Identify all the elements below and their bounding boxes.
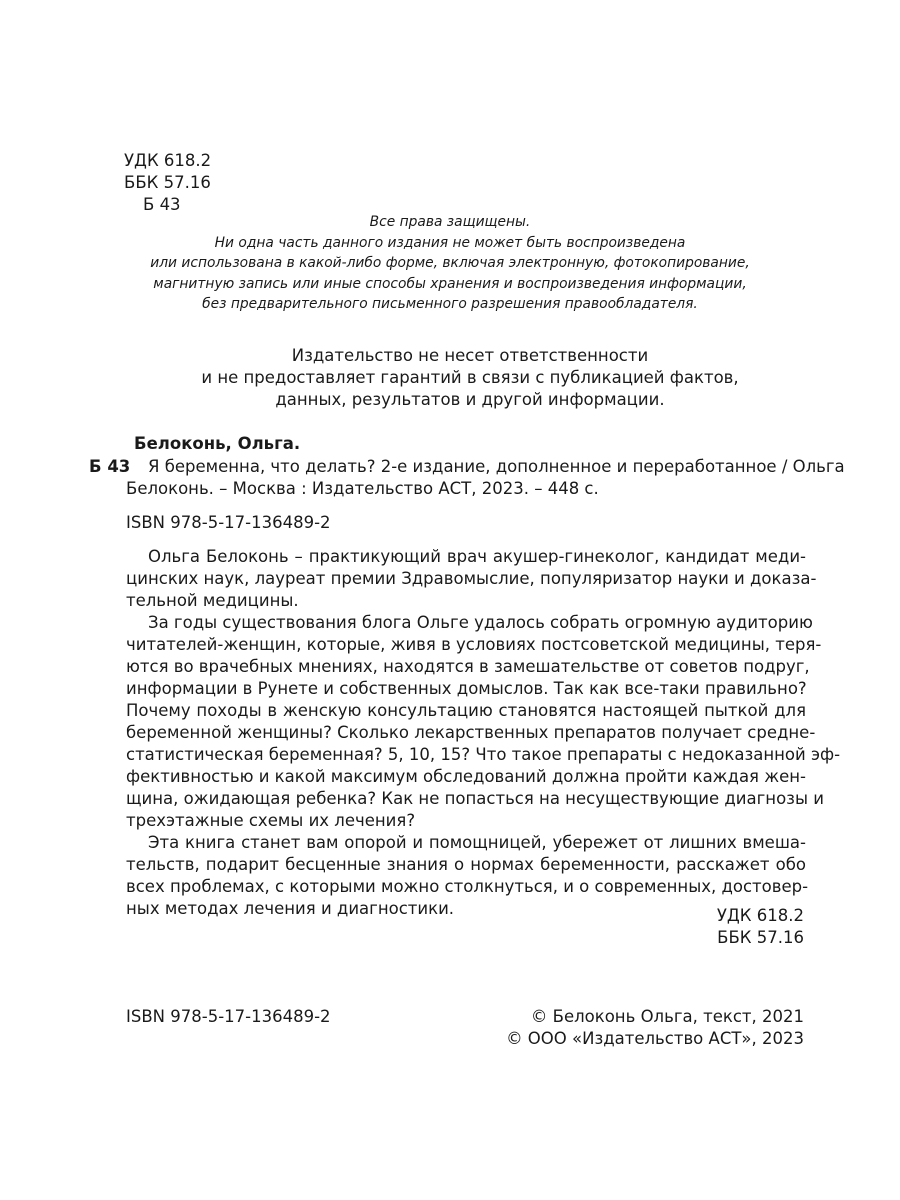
rights-line: Все права защищены. bbox=[369, 214, 531, 230]
annotation-paragraph-2 bbox=[126, 612, 841, 832]
bib-description bbox=[126, 456, 845, 500]
bbk-code: ББК 57.16 bbox=[124, 173, 211, 192]
disclaimer-line: Издательство не несет ответственности bbox=[291, 346, 649, 365]
annotation-paragraph-3 bbox=[126, 832, 809, 920]
copyright-author: © Белоконь Ольга, текст, 2021 bbox=[530, 1007, 804, 1026]
annotation-line: всех проблемах, с которыми можно столкнуться, и о современных, достовер- bbox=[126, 877, 809, 896]
annotation-line: За годы существования блога Ольге удалось собрать огромную аудиторию bbox=[148, 613, 813, 632]
annotation-line: Эта книга станет вам опорой и помощницей, убережет от лишних вмеша- bbox=[148, 833, 806, 852]
bib-isbn: ISBN 978-5-17-136489-2 bbox=[126, 513, 331, 532]
rights-line: или использована в какой-либо форме, включая электронную, фотокопирование, bbox=[150, 255, 750, 271]
disclaimer-line: и не предоставляет гарантий в связи с публикацией фактов, bbox=[201, 368, 739, 387]
footer-isbn: ISBN 978-5-17-136489-2 bbox=[126, 1007, 331, 1026]
annotation-line: тельств, подарит бесценные знания о нормах беременности, расскажет обо bbox=[126, 855, 806, 874]
footer-bbk: ББК 57.16 bbox=[717, 928, 804, 947]
annotation-line: беременной женщины? Сколько лекарственных препаратов получает средне- bbox=[126, 723, 816, 742]
publisher-disclaimer bbox=[150, 345, 790, 411]
rights-notice bbox=[110, 212, 790, 315]
udk-code: УДК 618.2 bbox=[124, 151, 212, 170]
footer-udk: УДК 618.2 bbox=[716, 906, 804, 925]
annotation-line: статистическая беременная? 5, 10, 15? Что такое препараты с недоказанной эф- bbox=[126, 745, 841, 764]
annotation-line: Ольга Белоконь – практикующий врач акушер-гинеколог, кандидат меди- bbox=[148, 547, 806, 566]
annotation-paragraph-1 bbox=[126, 546, 817, 612]
footer-classification bbox=[717, 905, 804, 949]
annotation-line: тельной медицины. bbox=[126, 591, 299, 610]
bib-line: Я беременна, что делать? 2-е издание, дополненное и переработанное / Ольга bbox=[148, 457, 845, 476]
annotation-line: ных методах лечения и диагностики. bbox=[126, 899, 455, 918]
annotation-line: фективностью и какой максимум обследований должна пройти каждая жен- bbox=[126, 767, 806, 786]
annotation-line: щина, ожидающая ребенка? Как не попасться на несуществующие диагнозы и bbox=[126, 789, 824, 808]
annotation bbox=[126, 546, 841, 920]
bib-author: Белоконь, Ольга. bbox=[134, 434, 301, 453]
copyright-block bbox=[506, 1006, 804, 1050]
annotation-line: читателей-женщин, которые, живя в условиях постсоветской медицины, теря- bbox=[126, 635, 822, 654]
annotation-line: трехэтажные схемы их лечения? bbox=[126, 811, 416, 830]
rights-line: магнитную запись или иные способы хранения и воспроизведения информации, bbox=[153, 275, 747, 292]
annotation-line: информации в Рунете и собственных домыслов. Так как все-таки правильно? bbox=[126, 679, 807, 698]
annotation-line: ются во врачебных мнениях, находятся в замешательстве от советов подруг, bbox=[126, 657, 810, 676]
bib-author-sign: Б 43 bbox=[89, 457, 131, 476]
annotation-line: Почему походы в женскую консультацию становятся настоящей пыткой для bbox=[126, 701, 806, 720]
rights-line: без предварительного письменного разрешения правообладателя. bbox=[202, 296, 698, 312]
annotation-line: цинских наук, лауреат премии Здравомыслие, популяризатор науки и доказа- bbox=[126, 569, 817, 588]
author-sign-code: Б 43 bbox=[143, 195, 181, 214]
disclaimer-line: данных, результатов и другой информации. bbox=[275, 390, 665, 409]
copyright-publisher: © ООО «Издательство АСТ», 2023 bbox=[506, 1029, 804, 1048]
bib-line: Белоконь. – Москва : Издательство АСТ, 2023. – 448 с. bbox=[126, 479, 599, 498]
rights-line: Ни одна часть данного издания не может быть воспроизведена bbox=[214, 234, 686, 251]
